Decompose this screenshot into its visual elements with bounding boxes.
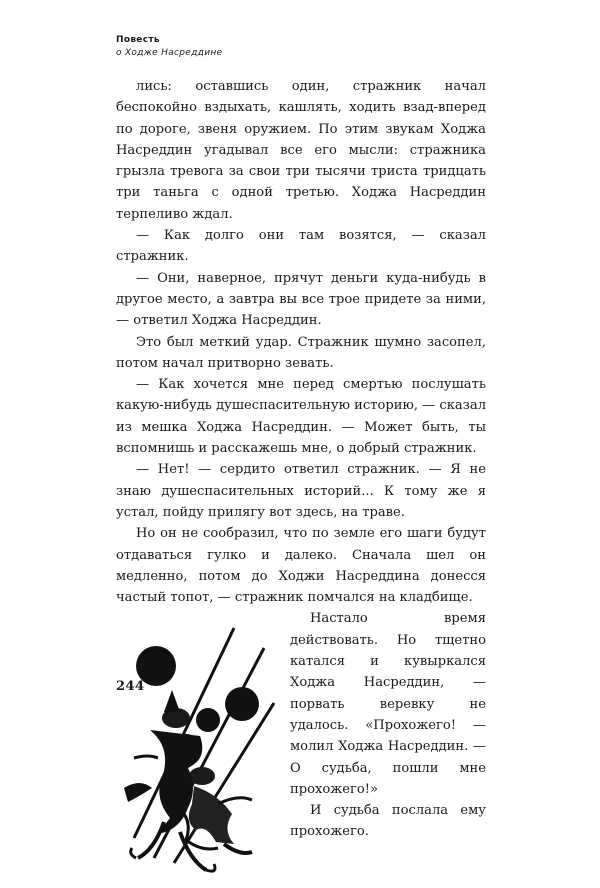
paragraph-4: Это был меткий удар. Стражник шумно засопел, потом начал притворно зевать. — [116, 334, 486, 371]
paragraph-8: Настало время действовать. Но тщетно катался и кувыркался Ходжа Насреддин, — порвать веревку не удалось. «Прохожего! — молил Ходжа Насреддин. — О судьба, пошли мне прохожего!» — [290, 611, 486, 797]
guard-illustration-drawing — [114, 608, 280, 888]
paragraph-5: — Как хочется мне перед смертью послушать какую-нибудь душеспасительную историю, — сказал из мешка Ходжа Насреддин. — Может быть, ты вспомнишь и расскажешь мне, о добрый стражник. — [116, 377, 487, 457]
paragraph-7: Но он не сообразил, что по земле его шаги будут отдаваться гулко и далеко. Сначала шел он медленно, потом до Ходжи Насреддина донесся частый топот, — стражник помчался на кладбище. — [116, 526, 486, 606]
page-number: 244 — [116, 679, 145, 694]
illustration-guard-running — [114, 608, 280, 888]
paragraph-3: — Они, наверное, прячут деньги куда-нибудь в другое место, а завтра вы все трое придете за ними, — ответил Ходжа Насреддин. — [116, 270, 486, 329]
paragraph-9: И судьба послала ему прохожего. — [290, 803, 486, 840]
body-text — [116, 76, 486, 888]
paragraph-2: — Как долго они там возятся, — сказал стражник. — [116, 228, 486, 265]
running-head-subtitle: о Ходже Насреддине — [116, 48, 223, 58]
running-head — [116, 34, 222, 60]
paragraph-6: — Нет! — сердито ответил стражник. — Я не знаю душеспасительных историй... К тому же я устал, пойду прилягу вот здесь, на траве. — [116, 462, 486, 520]
paragraph-1: лись: оставшись один, стражник начал беспокойно вздыхать, кашлять, ходить взад-вперед по дороге, звеня оружием. По этим звукам Ходжа Насреддин угадывал все его мысли: стражника грызла тревога за свои три тысячи триста тридцать три таньга с одной третью. Ходжа Насреддин терпеливо ждал. — [116, 79, 486, 222]
running-head-title: Повесть — [116, 35, 160, 45]
